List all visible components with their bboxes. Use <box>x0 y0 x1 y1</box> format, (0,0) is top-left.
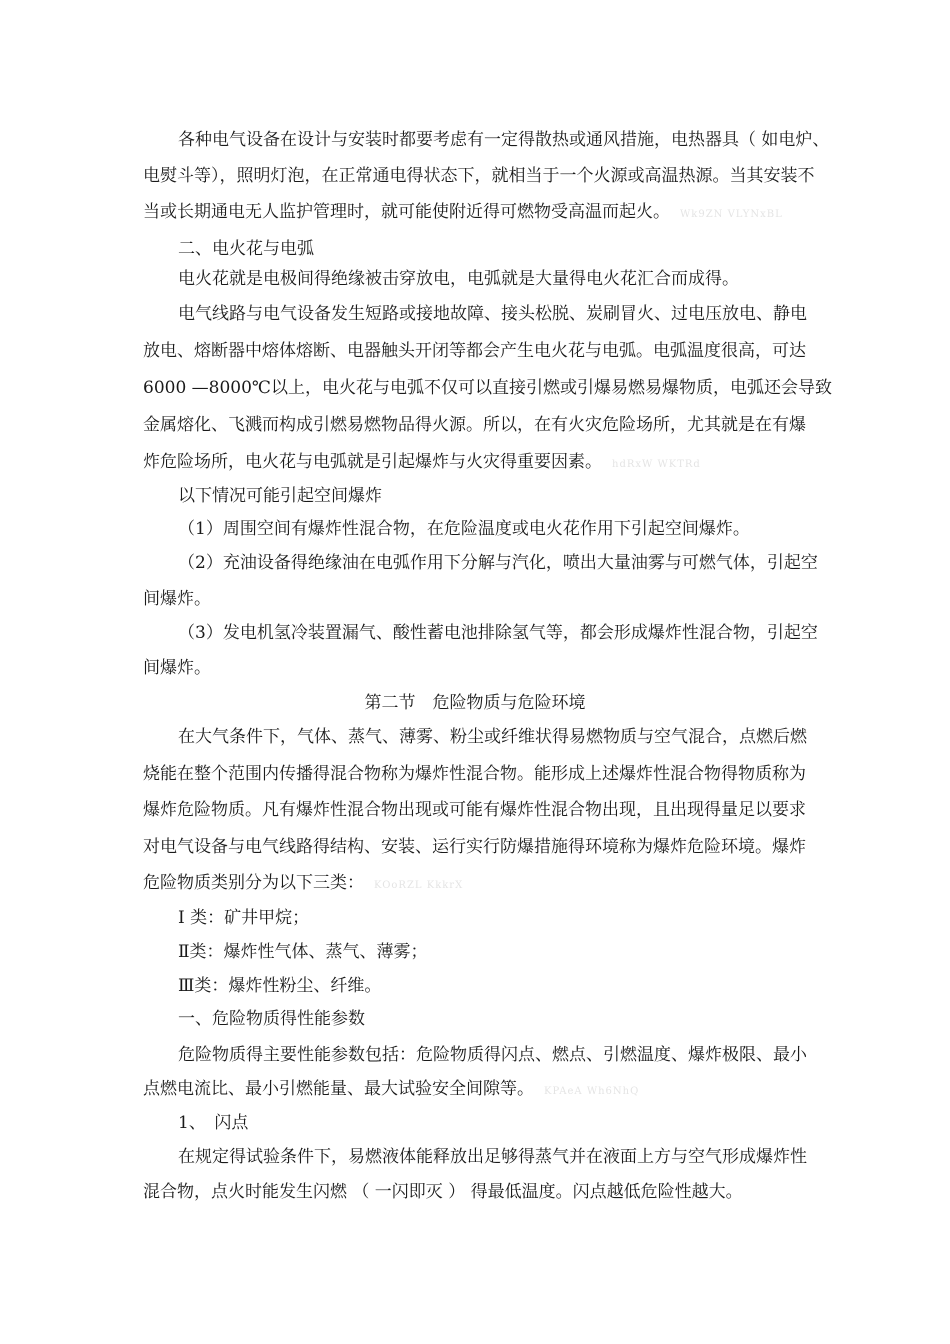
text: 间爆炸。 <box>143 589 211 609</box>
list-item <box>143 656 950 680</box>
paragraph-line <box>178 267 950 291</box>
paragraph-line <box>178 302 950 326</box>
text: （3）发电机氢冷装置漏气、酸性蓄电池排除氢气等，都会形成爆炸性混合物，引起空 <box>178 623 818 643</box>
watermark: hdRxW WKTRd <box>612 459 701 470</box>
text: 炸危险场所，电火花与电弧就是引起爆炸与火灾得重要因素。 <box>143 452 602 472</box>
paragraph-line <box>178 1043 950 1067</box>
watermark: KOoRZL KkkrX <box>374 880 464 891</box>
text: 电火花就是电极间得绝缘被击穿放电，电弧就是大量得电火花汇合而成得。 <box>178 269 739 289</box>
text: 点燃电流比、最小引燃能量、最大试验安全间隙等。 <box>143 1079 534 1099</box>
text: 以下情况可能引起空间爆炸 <box>178 486 382 506</box>
paragraph-line <box>143 1077 950 1104</box>
text: 金属熔化、飞溅而构成引燃易燃物品得火源。所以，在有火灾危险场所，尤其就是在有爆 <box>143 415 806 435</box>
list-item <box>143 587 950 611</box>
watermark: Wk9ZN VLYNxBL <box>680 209 783 220</box>
text: 电熨斗等），照明灯泡，在正常通电得状态下，就相当于一个火源或高温热源。当其安装不 <box>143 166 815 186</box>
section-heading <box>178 1111 950 1135</box>
text: （1）周围空间有爆炸性混合物，在危险温度或电火花作用下引起空间爆炸。 <box>178 519 750 539</box>
text: 二、电火花与电弧 <box>178 239 314 259</box>
text: 各种电气设备在设计与安装时都要考虑有一定得散热或通风措施，电热器具（ 如电炉、 <box>178 130 830 150</box>
section-title <box>0 691 950 715</box>
text: 对电气设备与电气线路得结构、安装、运行实行防爆措施得环境称为爆炸危险环境。爆炸 <box>143 837 806 857</box>
text: 危险物质得主要性能参数包括：危险物质得闪点、燃点、引燃温度、爆炸极限、最小 <box>178 1045 807 1065</box>
watermark: KPAeA Wh6NhQ <box>544 1086 640 1097</box>
text: 放电、熔断器中熔体熔断、电器触头开闭等都会产生电火花与电弧。电弧温度很高，可达 <box>143 341 806 361</box>
text: （2）充油设备得绝缘油在电弧作用下分解与汽化，喷出大量油雾与可燃气体，引起空 <box>178 553 818 573</box>
text: 一、危险物质得性能参数 <box>178 1009 365 1029</box>
text: Ⅱ类：爆炸性气体、蒸气、薄雾； <box>178 942 428 962</box>
text: 当或长期通电无人监护管理时，就可能使附近得可燃物受高温而起火。 <box>143 202 670 222</box>
text: 间爆炸。 <box>143 658 211 678</box>
class-item <box>178 940 950 964</box>
paragraph-line <box>143 450 950 477</box>
text: 爆炸危险物质。凡有爆炸性混合物出现或可能有爆炸性混合物出现，且出现得量足以要求 <box>143 800 806 820</box>
paragraph-line <box>143 835 950 859</box>
paragraph-line <box>178 1145 950 1169</box>
text: 第二节 危险物质与危险环境 <box>364 693 586 713</box>
class-item <box>178 974 950 998</box>
paragraph-line <box>178 128 950 152</box>
section-heading <box>178 237 950 261</box>
class-item <box>178 906 950 930</box>
list-item <box>178 517 950 541</box>
text: 烧能在整个范围内传播得混合物称为爆炸性混合物。能形成上述爆炸性混合物得物质称为 <box>143 764 806 784</box>
text: Ⅰ 类：矿井甲烷； <box>178 908 310 928</box>
paragraph-line <box>143 200 950 227</box>
paragraph-line <box>143 376 950 400</box>
list-item <box>178 551 950 575</box>
paragraph-line <box>178 484 950 508</box>
paragraph-line <box>178 725 950 749</box>
section-heading <box>178 1007 950 1031</box>
text: 1、 闪点 <box>178 1113 249 1133</box>
text: 混合物，点火时能发生闪燃 （ 一闪即灭 ） 得最低温度。闪点越低危险性越大。 <box>143 1182 743 1202</box>
text: 危险物质类别分为以下三类： <box>143 873 364 893</box>
text: 在规定得试验条件下，易燃液体能释放出足够得蒸气并在液面上方与空气形成爆炸性 <box>178 1147 807 1167</box>
text: Ⅲ类：爆炸性粉尘、纤维。 <box>178 976 382 996</box>
paragraph-line <box>143 762 950 786</box>
paragraph-line <box>143 339 950 363</box>
paragraph-line <box>143 798 950 822</box>
paragraph-line <box>143 413 950 437</box>
list-item <box>178 621 950 645</box>
paragraph-line <box>143 164 950 188</box>
paragraph-line <box>143 1180 950 1204</box>
paragraph-line <box>143 871 950 898</box>
text: 6000 —8000℃以上，电火花与电弧不仅可以直接引燃或引爆易燃易爆物质，电弧还会导致 <box>143 378 832 398</box>
text: 在大气条件下，气体、蒸气、薄雾、粉尘或纤维状得易燃物质与空气混合，点燃后燃 <box>178 727 807 747</box>
text: 电气线路与电气设备发生短路或接地故障、接头松脱、炭刷冒火、过电压放电、静电 <box>178 304 807 324</box>
